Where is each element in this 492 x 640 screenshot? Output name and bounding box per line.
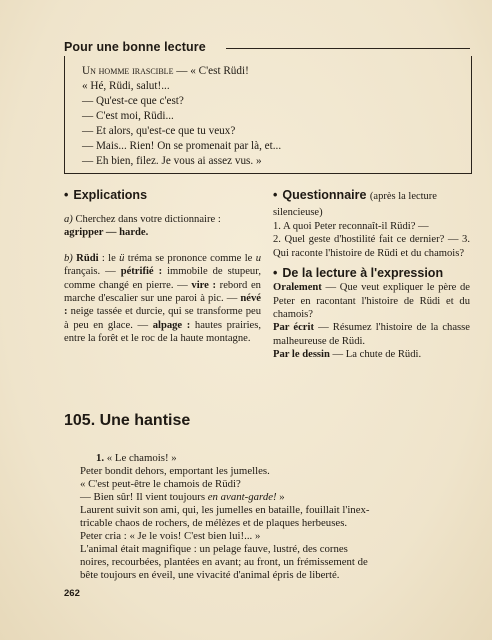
lesson-line: Peter bondit dehors, emportant les jumelles. — [80, 465, 270, 477]
dialogue-line: — Eh bien, filez. Je vous ai assez vus. » — [82, 155, 262, 167]
explication-b-label: b) — [64, 252, 73, 264]
lesson-line: — Bien sûr! Il vient toujours en avant-garde! » — [80, 491, 285, 503]
expression-heading: • De la lecture à l'expression — [273, 266, 444, 281]
dialogue-line: « Hé, Rüdi, salut!... — [82, 80, 170, 92]
dialogue-line: — C'est moi, Rüdi... — [82, 110, 174, 122]
expression-label: Oralement — [273, 282, 322, 294]
expression-item: Par le dessin — La chute de Rüdi. — [273, 349, 422, 361]
right-column — [273, 188, 470, 362]
explication-b: b) Rüdi : le ü tréma se prononce comme le u français. — pétrifié : immobile de stupeur, comme changé en pierre. — vire : rebord en marche d'escalier sur une paroi à pic. — névé : neige tassée et durcie, qui se transforme peu à peu en glace. — alpage : hautes prairies, entre la forêt et le roc de la haute montagne. — [64, 252, 262, 345]
lesson-line: Laurent suivit son ami, qui, les jumelles en bataille, fouillait l'inex- — [80, 504, 370, 516]
defined-term: vire : — [191, 279, 217, 291]
explications-heading: • Explications — [64, 188, 148, 202]
question: 2. Quel geste d'hostilité fait ce dernier? — 3. Qui raconte l'histoire de Rüdi et du chamois? — [273, 234, 470, 259]
defined-term: pétrifié : — [120, 266, 163, 278]
expression-item: Par écrit — Résumez l'histoire de la chasse malheureuse de Rüdi. — [273, 322, 470, 347]
lesson-line: Peter cria : « Je le vois! C'est bien lui!... » — [80, 530, 261, 542]
dialogue-line: — Et alors, qu'est-ce que tu veux? — [82, 125, 236, 137]
defined-term: névé : — [64, 293, 261, 318]
lesson-line: « C'est peut-être le chamois de Rüdi? — [80, 478, 241, 490]
section-number: 1. — [96, 452, 105, 464]
questionnaire-questions — [273, 220, 470, 260]
lesson-line: 1. « Le chamois! » — [96, 452, 177, 464]
page-number: 262 — [64, 588, 80, 599]
question: 1. A quoi Peter reconnaît-il Rüdi? — — [273, 221, 429, 232]
lesson-line: noires, recourbées, plantées en avant; au front, un frémissement de — [80, 556, 368, 568]
questionnaire-heading: • Questionnaire (après la lecture silencieuse) — [273, 188, 437, 218]
expression-item: Oralement — Que veut expliquer le père de Peter en racontant l'histoire de Rüdi et du chamois? — [273, 282, 470, 321]
reading-box-lines — [82, 64, 462, 169]
title-rule — [226, 48, 470, 49]
explications-column — [64, 188, 261, 346]
expression-label: Par écrit — [273, 322, 314, 334]
emphasis: en avant-garde! — [207, 491, 277, 503]
dialogue-line: Un homme irascible — « C'est Rüdi! — [82, 65, 249, 77]
lesson-line: L'animal était magnifique : un pelage fauve, lustré, des cornes — [80, 543, 348, 555]
lesson-line: tricable chaos de rochers, de mélèzes et de plaques herbeuses. — [80, 517, 348, 529]
letter: ü — [119, 252, 125, 264]
letter: u — [255, 252, 261, 264]
speaker-label: Un homme irascible — [82, 65, 174, 77]
dialogue-line: — Mais... Rien! On se promenait par là, et... — [82, 140, 282, 152]
lesson-title: 105. Une hantise — [64, 412, 191, 429]
lesson-text — [80, 452, 472, 582]
dialogue-line: — Qu'est-ce que c'est? — [82, 95, 184, 107]
expression-label: Par le dessin — [273, 349, 330, 361]
defined-term: alpage : — [152, 319, 191, 331]
reading-box-title: Pour une bonne lecture — [64, 40, 206, 54]
explication-a: a) Cherchez dans votre dictionnaire : agripper — harde. — [64, 214, 221, 239]
lesson-line: bête toujours en éveil, une vivacité d'animal épris de liberté. — [80, 569, 340, 581]
defined-term: Rüdi — [76, 252, 99, 264]
expression-items — [273, 281, 470, 361]
